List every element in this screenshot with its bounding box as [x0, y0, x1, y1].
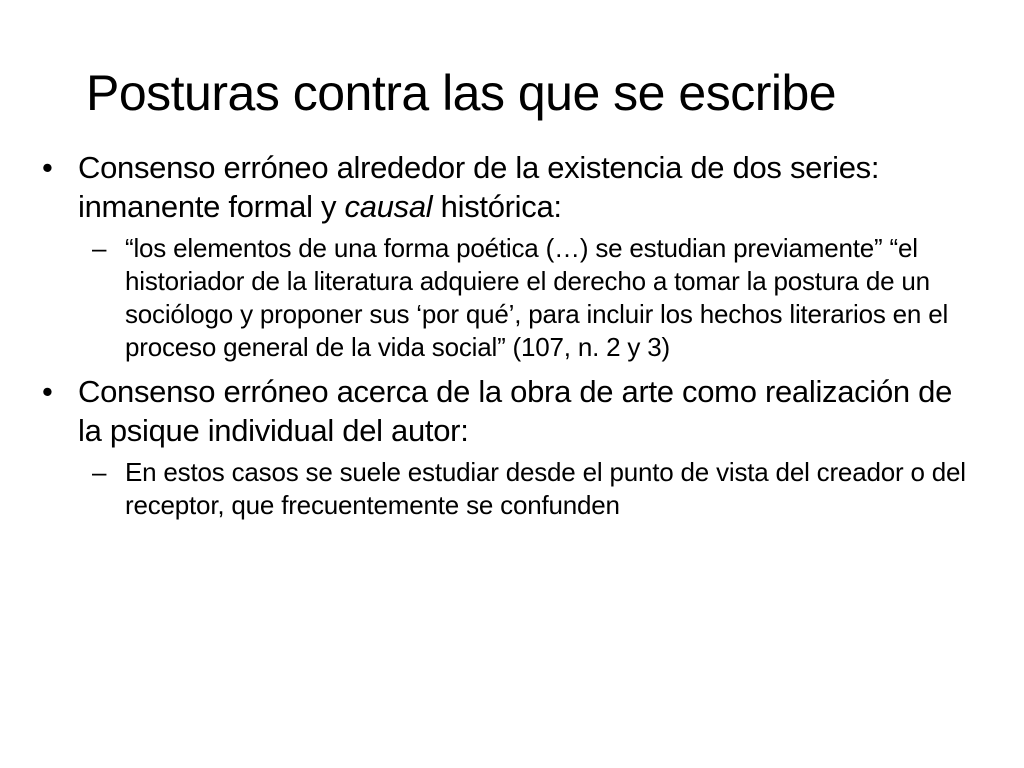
bullet-item-1 [40, 148, 980, 226]
bullet-text-2: Consenso erróneo acerca de la obra de arte como realización de la psique individual del autor: [78, 374, 953, 448]
bullet-text-1-part-1: Consenso erróneo alrededor de la existencia de dos series: inmanente formal y [78, 150, 880, 224]
sub-text-1: “los elementos de una forma poética (…) se estudian previamente” “el historiador de la literatura adquiere el derecho a tomar la postura de un sociólogo y proponer sus ‘por qué’, para incluir los hechos literarios en el proceso general de la vida social” (107, n. 2 y 3) [125, 233, 949, 362]
slide-content [40, 148, 980, 530]
bullet-item-2 [40, 372, 980, 450]
bullet-icon: • [42, 374, 53, 409]
sub-item-1 [40, 232, 980, 364]
bullet-icon: • [42, 150, 53, 185]
sub-item-2 [40, 456, 980, 522]
bullet-text-1-part-2: histórica: [432, 189, 562, 224]
slide-title: Posturas contra las que se escribe [86, 65, 837, 121]
bullet-text-1-italic: causal [344, 189, 433, 224]
dash-icon: – [92, 457, 107, 487]
sub-text-2: En estos casos se suele estudiar desde el punto de vista del creador o del receptor, que frecuentemente se confunden [125, 457, 966, 520]
dash-icon: – [92, 233, 107, 263]
